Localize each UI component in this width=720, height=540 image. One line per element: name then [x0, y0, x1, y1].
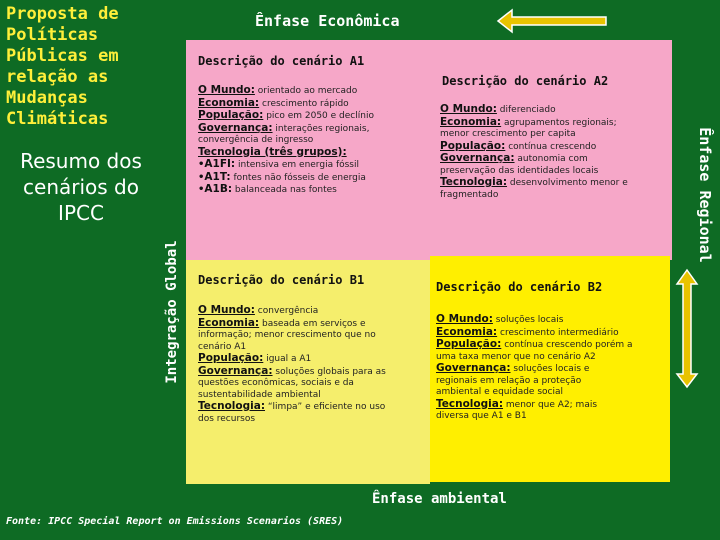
- scenario-b2-title: Descrição do cenário B2: [436, 280, 603, 294]
- a2-tecnologia-2: fragmentado: [440, 189, 499, 200]
- a1-economia-label: Economia:: [198, 96, 260, 109]
- scenario-a1-body: O Mundo: orientado ao mercado Economia: crescimento rápido População: pico em 2050 e declínio Governança: interações regionais, convergência de ingresso Tecnologia (três grupos): •A1FI: intensiva em energia fóssil •A1T: fontes não fósseis de energia •A1B: balanceada nas fontes: [198, 84, 374, 195]
- page-title: Proposta de Políticas Públicas em relação as Mudanças Climáticas: [6, 4, 119, 129]
- a2-governanca-1: autonomia com: [517, 154, 588, 164]
- b2-governanca-3: ambiental e equidade social: [436, 387, 563, 397]
- a1-group-2: fontes não fósseis de energia: [233, 172, 366, 183]
- b1-mundo: convergência: [257, 306, 319, 316]
- b1-economia-3: cenário A1: [198, 341, 247, 352]
- scenario-b1-title: Descrição do cenário B1: [198, 273, 365, 287]
- scenario-a1-title: Descrição do cenário A1: [198, 54, 365, 68]
- scenario-a2-title: Descrição do cenário A2: [442, 74, 609, 88]
- vertical-double-arrow-icon: [676, 270, 698, 388]
- scenario-b2-panel: [430, 256, 670, 482]
- a1-group-3-label: A1B:: [204, 183, 233, 195]
- a1-economia: crescimento rápido: [262, 98, 349, 109]
- b2-populacao-2: uma taxa menor que no cenário A2: [436, 351, 596, 362]
- b2-governanca-label: Governança:: [436, 362, 511, 374]
- regional-emphasis-label: Ênfase Regional: [696, 127, 714, 263]
- a1-mundo-label: O Mundo:: [198, 84, 255, 96]
- b1-governanca-2: questões econômicas, sociais e da: [198, 378, 354, 388]
- b2-mundo-label: O Mundo:: [436, 313, 493, 325]
- b2-tecnologia-label: Tecnologia:: [436, 397, 504, 410]
- a1-populacao: pico em 2050 e declínio: [266, 111, 374, 121]
- b1-economia-1: baseada em serviços e: [262, 318, 366, 329]
- a2-tecnologia-label: Tecnologia:: [440, 176, 508, 188]
- left-arrow-icon: [498, 8, 608, 34]
- a2-governanca-label: Governança:: [440, 152, 515, 164]
- b2-populacao-label: População:: [436, 338, 502, 350]
- a2-economia-2: menor crescimento per capita: [440, 129, 576, 139]
- scenario-b1-body: [198, 305, 428, 425]
- a1-tecnologia-label: Tecnologia (três grupos):: [198, 145, 347, 158]
- a2-governanca-2: preservação das identidades locais: [440, 165, 599, 176]
- b2-economia-label: Economia:: [436, 325, 498, 338]
- b1-tecnologia-label: Tecnologia:: [198, 400, 266, 412]
- b2-governanca-2: regionais em relação a proteção: [436, 375, 582, 386]
- source-note: Fonte: IPCC Special Report on Emissions Scenarios (SRES): [6, 516, 344, 527]
- economic-emphasis-label: Ênfase Econômica: [255, 12, 400, 30]
- scenario-a1-panel: [186, 40, 430, 260]
- scenario-a2-body: [440, 104, 672, 201]
- a1-governanca-label: Governança:: [198, 121, 273, 134]
- a1-group-2-label: A1T:: [204, 170, 231, 183]
- a1-group-1-label: A1FI:: [204, 158, 236, 170]
- a1-group-3: balanceada nas fontes: [234, 185, 337, 195]
- b2-mundo: soluções locais: [495, 315, 564, 325]
- b2-economia: crescimento intermediário: [500, 327, 619, 338]
- summary-subtitle: Resumo dos cenários do IPCC: [20, 149, 142, 225]
- b2-governanca-1: soluções locais e: [513, 364, 590, 374]
- b1-economia-label: Economia:: [198, 316, 260, 329]
- b1-mundo-label: O Mundo:: [198, 304, 255, 316]
- environmental-emphasis-label: Ênfase ambiental: [372, 491, 507, 507]
- scenario-b2-body: [436, 314, 668, 423]
- b1-governanca-1: soluções globais para as: [275, 366, 386, 377]
- a1-group-1: intensiva em energia fóssil: [238, 160, 359, 170]
- b2-tecnologia-1: menor que A2; mais: [505, 399, 598, 410]
- a1-governanca-2: convergência de ingresso: [198, 135, 314, 145]
- b1-tecnologia-2: dos recursos: [198, 413, 256, 424]
- a1-mundo: orientado ao mercado: [257, 86, 358, 96]
- a2-tecnologia-1: desenvolvimento menor e: [509, 178, 628, 188]
- b1-economia-2: informação; menor crescimento que no: [198, 330, 376, 340]
- b1-governanca-label: Governança:: [198, 364, 273, 377]
- b1-governanca-3: sustentabilidade ambiental: [198, 389, 321, 400]
- a2-economia-label: Economia:: [440, 115, 502, 128]
- global-integration-label: Integração Global: [164, 240, 180, 384]
- b1-populacao-label: População:: [198, 352, 264, 364]
- b1-tecnologia-1: “limpa” e eficiente no uso: [267, 402, 386, 412]
- a2-economia-1: agrupamentos regionais;: [504, 117, 617, 128]
- a2-mundo-label: O Mundo:: [440, 103, 497, 115]
- a1-populacao-label: População:: [198, 109, 264, 121]
- a2-populacao-label: População:: [440, 139, 506, 152]
- b2-populacao-1: contínua crescendo porém a: [504, 340, 633, 350]
- b1-populacao: igual a A1: [266, 354, 312, 364]
- a2-mundo: diferenciado: [499, 105, 556, 115]
- a2-populacao: contínua crescendo: [508, 141, 597, 152]
- scenario-b1-panel: [186, 260, 430, 484]
- scenario-a2-panel: [430, 40, 672, 260]
- a1-governanca-1: interações regionais,: [275, 123, 370, 134]
- b2-tecnologia-2: diversa que A1 e B1: [436, 411, 527, 421]
